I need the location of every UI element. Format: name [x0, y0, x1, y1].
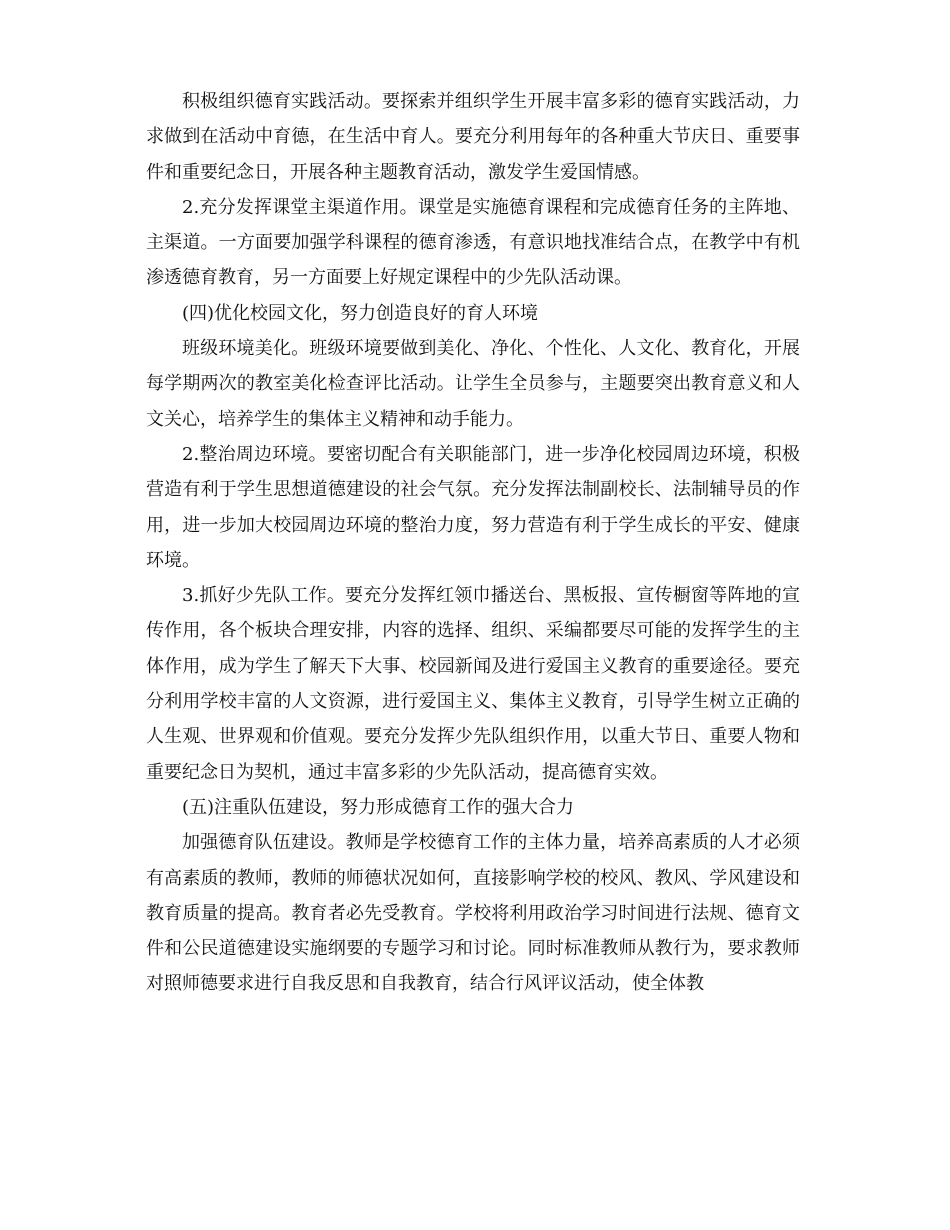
section-heading-team-building: (五)注重队伍建设，努力形成德育工作的强大合力	[182, 796, 575, 818]
paragraph-classroom: 2.充分发挥课堂主渠道作用。课堂是实施德育课程和完成德育任务的主阵地、主渠道。一方面要加强学科课程的德育渗透，有意识地找准结合点，在教学中有机渗透德育教育，另一方面要上好规定课程中的少先队活动课。	[146, 196, 800, 289]
document-page	[146, 84, 800, 1002]
paragraph-young-pioneers: 3.抓好少先队工作。要充分发挥红领巾播送台、黑板报、宣传橱窗等阵地的宣传作用，各个板块合理安排，内容的选择、组织、采编都要尽可能的发挥学生的主体作用，成为学生了解天下大事、校园新闻及进行爱国主义教育的重要途径。要充分利用学校丰富的人文资源，进行爱国主义、集体主义教育，引导学生树立正确的人生观、世界观和价值观。要充分发挥少先队组织作用，以重大节日、重要人物和重要纪念日为契机，通过丰富多彩的少先队活动，提高德育实效。	[146, 585, 800, 783]
paragraph-teacher-team: 加强德育队伍建设。教师是学校德育工作的主体力量，培养高素质的人才必须有高素质的教师，教师的师德状况如何，直接影响学校的校风、教风、学风建设和教育质量的提高。教育者必先受教育。学校将利用政治学习时间进行法规、德育文件和公民道德建设实施纲要的专题学习和讨论。同时标准教师从教行为，要求教师对照师德要求进行自我反思和自我教育，结合行风评议活动，使全体教	[146, 832, 800, 995]
paragraph-class-environment: 班级环境美化。班级环境要做到美化、净化、个性化、人文化、教育化，开展每学期两次的教室美化检查评比活动。让学生全员参与，主题要突出教育意义和人文关心，培养学生的集体主义精神和动手能力。	[146, 338, 800, 430]
paragraph-surroundings: 2.整治周边环境。要密切配合有关职能部门，进一步净化校园周边环境，积极营造有利于学生思想道德建设的社会气氛。充分发挥法制副校长、法制辅导员的作用，进一步加大校园周边环境的整治力度，努力营造有利于学生成长的平安、健康环境。	[146, 443, 800, 571]
paragraph-activities: 积极组织德育实践活动。要探索并组织学生开展丰富多彩的德育实践活动，力求做到在活动中育德，在生活中育人。要充分利用每年的各种重大节庆日、重要事件和重要纪念日，开展各种主题教育活动，激发学生爱国情感。	[146, 91, 800, 183]
section-heading-campus-culture: (四)优化校园文化，努力创造良好的育人环境	[182, 302, 539, 324]
